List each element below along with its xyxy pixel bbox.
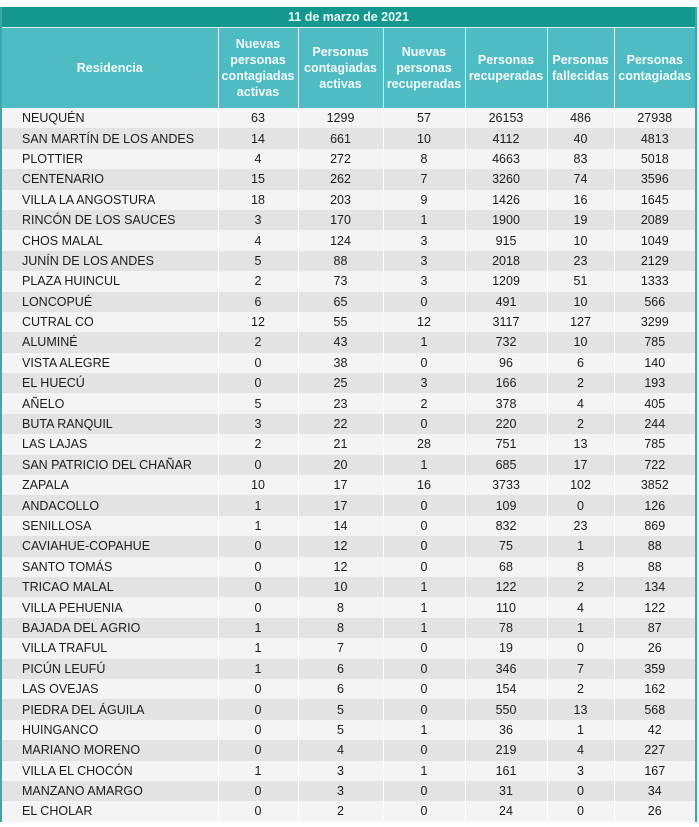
recuperadas-cell: 220: [465, 414, 547, 434]
residencia-cell: BAJADA DEL AGRIO: [2, 618, 218, 638]
contagiadas-activas-cell: 7: [298, 638, 383, 658]
fallecidas-cell: 10: [547, 292, 614, 312]
contagiadas-cell: 34: [614, 781, 695, 801]
fallecidas-cell: 10: [547, 332, 614, 352]
contagiadas-activas-cell: 5: [298, 720, 383, 740]
nuevas-contagiadas-activas-cell: 6: [218, 292, 298, 312]
nuevas-recuperadas-cell: 0: [383, 699, 465, 719]
residencia-cell: PLOTTIER: [2, 149, 218, 169]
contagiadas-cell: 2129: [614, 251, 695, 271]
column-header-contagiadas-activas: Personas contagiadas activas: [298, 28, 383, 109]
contagiadas-cell: 162: [614, 679, 695, 699]
contagiadas-activas-cell: 22: [298, 414, 383, 434]
recuperadas-cell: 78: [465, 618, 547, 638]
table-row: [2, 720, 695, 740]
fallecidas-cell: 40: [547, 128, 614, 148]
table-row: [2, 659, 695, 679]
nuevas-recuperadas-cell: 3: [383, 230, 465, 250]
contagiadas-cell: 405: [614, 393, 695, 413]
contagiadas-activas-cell: 661: [298, 128, 383, 148]
contagiadas-activas-cell: 12: [298, 557, 383, 577]
fallecidas-cell: 1: [547, 536, 614, 556]
contagiadas-cell: 122: [614, 597, 695, 617]
fallecidas-cell: 2: [547, 373, 614, 393]
nuevas-contagiadas-activas-cell: 14: [218, 128, 298, 148]
nuevas-contagiadas-activas-cell: 2: [218, 434, 298, 454]
contagiadas-activas-cell: 6: [298, 679, 383, 699]
fallecidas-cell: 13: [547, 699, 614, 719]
fallecidas-cell: 4: [547, 740, 614, 760]
table-row: [2, 516, 695, 536]
recuperadas-cell: 2018: [465, 251, 547, 271]
nuevas-recuperadas-cell: 3: [383, 251, 465, 271]
contagiadas-cell: 785: [614, 332, 695, 352]
recuperadas-cell: 36: [465, 720, 547, 740]
residencia-cell: SANTO TOMÁS: [2, 557, 218, 577]
fallecidas-cell: 19: [547, 210, 614, 230]
nuevas-contagiadas-activas-cell: 5: [218, 251, 298, 271]
residencia-cell: ANDACOLLO: [2, 495, 218, 515]
table-row: [2, 149, 695, 169]
column-header-fallecidas: Personas fallecidas: [547, 28, 614, 109]
fallecidas-cell: 0: [547, 638, 614, 658]
fallecidas-cell: 0: [547, 801, 614, 821]
residence-stats-table: [2, 27, 695, 822]
table-row: [2, 781, 695, 801]
fallecidas-cell: 4: [547, 597, 614, 617]
nuevas-contagiadas-activas-cell: 0: [218, 557, 298, 577]
fallecidas-cell: 127: [547, 312, 614, 332]
contagiadas-cell: 869: [614, 516, 695, 536]
table-row: [2, 577, 695, 597]
nuevas-contagiadas-activas-cell: 1: [218, 638, 298, 658]
nuevas-recuperadas-cell: 16: [383, 475, 465, 495]
residencia-cell: SENILLOSA: [2, 516, 218, 536]
contagiadas-cell: 1645: [614, 190, 695, 210]
contagiadas-cell: 87: [614, 618, 695, 638]
column-header-nuevas-recuperadas: Nuevas personas recuperadas: [383, 28, 465, 109]
contagiadas-cell: 42: [614, 720, 695, 740]
nuevas-contagiadas-activas-cell: 0: [218, 781, 298, 801]
contagiadas-cell: 3852: [614, 475, 695, 495]
nuevas-recuperadas-cell: 9: [383, 190, 465, 210]
nuevas-recuperadas-cell: 0: [383, 638, 465, 658]
contagiadas-cell: 26: [614, 801, 695, 821]
fallecidas-cell: 6: [547, 353, 614, 373]
table-row: [2, 251, 695, 271]
nuevas-recuperadas-cell: 57: [383, 108, 465, 128]
contagiadas-activas-cell: 5: [298, 699, 383, 719]
contagiadas-activas-cell: 12: [298, 536, 383, 556]
nuevas-recuperadas-cell: 1: [383, 618, 465, 638]
table-row: [2, 292, 695, 312]
contagiadas-cell: 1333: [614, 271, 695, 291]
contagiadas-cell: 722: [614, 455, 695, 475]
table-row: [2, 230, 695, 250]
fallecidas-cell: 3: [547, 761, 614, 781]
fallecidas-cell: 74: [547, 169, 614, 189]
header-row: [2, 28, 695, 109]
fallecidas-cell: 1: [547, 618, 614, 638]
table-row: [2, 190, 695, 210]
residencia-cell: RINCÓN DE LOS SAUCES: [2, 210, 218, 230]
contagiadas-activas-cell: 6: [298, 659, 383, 679]
table-row: [2, 108, 695, 128]
contagiadas-activas-cell: 65: [298, 292, 383, 312]
residencia-cell: VILLA PEHUENIA: [2, 597, 218, 617]
contagiadas-activas-cell: 17: [298, 475, 383, 495]
table-row: [2, 740, 695, 760]
recuperadas-cell: 161: [465, 761, 547, 781]
contagiadas-activas-cell: 262: [298, 169, 383, 189]
nuevas-contagiadas-activas-cell: 3: [218, 210, 298, 230]
table-row: [2, 373, 695, 393]
recuperadas-cell: 1426: [465, 190, 547, 210]
nuevas-contagiadas-activas-cell: 63: [218, 108, 298, 128]
contagiadas-activas-cell: 272: [298, 149, 383, 169]
report-date-title: 11 de marzo de 2021: [2, 7, 695, 27]
table-row: [2, 638, 695, 658]
recuperadas-cell: 378: [465, 393, 547, 413]
table-row: [2, 210, 695, 230]
recuperadas-cell: 3733: [465, 475, 547, 495]
contagiadas-cell: 26: [614, 638, 695, 658]
recuperadas-cell: 26153: [465, 108, 547, 128]
nuevas-contagiadas-activas-cell: 2: [218, 332, 298, 352]
nuevas-recuperadas-cell: 0: [383, 740, 465, 760]
fallecidas-cell: 83: [547, 149, 614, 169]
residencia-cell: PIEDRA DEL ÁGUILA: [2, 699, 218, 719]
nuevas-contagiadas-activas-cell: 15: [218, 169, 298, 189]
recuperadas-cell: 24: [465, 801, 547, 821]
nuevas-contagiadas-activas-cell: 0: [218, 801, 298, 821]
contagiadas-activas-cell: 73: [298, 271, 383, 291]
contagiadas-activas-cell: 4: [298, 740, 383, 760]
contagiadas-activas-cell: 2: [298, 801, 383, 821]
nuevas-contagiadas-activas-cell: 0: [218, 740, 298, 760]
nuevas-recuperadas-cell: 0: [383, 557, 465, 577]
contagiadas-cell: 1049: [614, 230, 695, 250]
nuevas-contagiadas-activas-cell: 3: [218, 414, 298, 434]
table-row: [2, 761, 695, 781]
nuevas-recuperadas-cell: 2: [383, 393, 465, 413]
fallecidas-cell: 4: [547, 393, 614, 413]
contagiadas-activas-cell: 14: [298, 516, 383, 536]
table-row: [2, 597, 695, 617]
residencia-cell: BUTA RANQUIL: [2, 414, 218, 434]
recuperadas-cell: 122: [465, 577, 547, 597]
nuevas-contagiadas-activas-cell: 12: [218, 312, 298, 332]
fallecidas-cell: 486: [547, 108, 614, 128]
residencia-cell: ZAPALA: [2, 475, 218, 495]
nuevas-recuperadas-cell: 1: [383, 455, 465, 475]
nuevas-contagiadas-activas-cell: 0: [218, 373, 298, 393]
nuevas-recuperadas-cell: 0: [383, 353, 465, 373]
residencia-cell: SAN PATRICIO DEL CHAÑAR: [2, 455, 218, 475]
recuperadas-cell: 109: [465, 495, 547, 515]
recuperadas-cell: 166: [465, 373, 547, 393]
contagiadas-activas-cell: 1299: [298, 108, 383, 128]
contagiadas-activas-cell: 203: [298, 190, 383, 210]
nuevas-contagiadas-activas-cell: 0: [218, 699, 298, 719]
residencia-cell: AÑELO: [2, 393, 218, 413]
contagiadas-activas-cell: 20: [298, 455, 383, 475]
residencia-cell: NEUQUÉN: [2, 108, 218, 128]
contagiadas-cell: 88: [614, 557, 695, 577]
residencia-cell: MANZANO AMARGO: [2, 781, 218, 801]
table-row: [2, 393, 695, 413]
fallecidas-cell: 13: [547, 434, 614, 454]
table-body: [2, 108, 695, 822]
nuevas-recuperadas-cell: 0: [383, 781, 465, 801]
contagiadas-activas-cell: 88: [298, 251, 383, 271]
nuevas-contagiadas-activas-cell: 18: [218, 190, 298, 210]
nuevas-contagiadas-activas-cell: 1: [218, 618, 298, 638]
nuevas-recuperadas-cell: 0: [383, 414, 465, 434]
recuperadas-cell: 19: [465, 638, 547, 658]
recuperadas-cell: 4663: [465, 149, 547, 169]
residencia-cell: EL HUECÚ: [2, 373, 218, 393]
recuperadas-cell: 491: [465, 292, 547, 312]
contagiadas-cell: 140: [614, 353, 695, 373]
nuevas-recuperadas-cell: 7: [383, 169, 465, 189]
table-row: [2, 312, 695, 332]
nuevas-recuperadas-cell: 1: [383, 577, 465, 597]
fallecidas-cell: 10: [547, 230, 614, 250]
column-header-contagiadas: Personas contagiadas: [614, 28, 695, 109]
residencia-cell: CHOS MALAL: [2, 230, 218, 250]
nuevas-contagiadas-activas-cell: 0: [218, 536, 298, 556]
recuperadas-cell: 832: [465, 516, 547, 536]
residencia-cell: CAVIAHUE-COPAHUE: [2, 536, 218, 556]
table-row: [2, 495, 695, 515]
fallecidas-cell: 7: [547, 659, 614, 679]
nuevas-recuperadas-cell: 0: [383, 495, 465, 515]
recuperadas-cell: 550: [465, 699, 547, 719]
nuevas-recuperadas-cell: 0: [383, 679, 465, 699]
nuevas-contagiadas-activas-cell: 2: [218, 271, 298, 291]
nuevas-contagiadas-activas-cell: 1: [218, 516, 298, 536]
recuperadas-cell: 75: [465, 536, 547, 556]
nuevas-recuperadas-cell: 28: [383, 434, 465, 454]
fallecidas-cell: 0: [547, 495, 614, 515]
residencia-cell: VILLA TRAFUL: [2, 638, 218, 658]
recuperadas-cell: 96: [465, 353, 547, 373]
column-header-recuperadas: Personas recuperadas: [465, 28, 547, 109]
contagiadas-activas-cell: 21: [298, 434, 383, 454]
contagiadas-activas-cell: 8: [298, 597, 383, 617]
contagiadas-activas-cell: 124: [298, 230, 383, 250]
fallecidas-cell: 0: [547, 781, 614, 801]
fallecidas-cell: 8: [547, 557, 614, 577]
nuevas-contagiadas-activas-cell: 0: [218, 679, 298, 699]
contagiadas-cell: 5018: [614, 149, 695, 169]
contagiadas-cell: 244: [614, 414, 695, 434]
fallecidas-cell: 2: [547, 577, 614, 597]
nuevas-contagiadas-activas-cell: 0: [218, 353, 298, 373]
fallecidas-cell: 51: [547, 271, 614, 291]
contagiadas-activas-cell: 8: [298, 618, 383, 638]
residencia-cell: LAS LAJAS: [2, 434, 218, 454]
residencia-cell: CENTENARIO: [2, 169, 218, 189]
fallecidas-cell: 23: [547, 516, 614, 536]
table-row: [2, 271, 695, 291]
contagiadas-cell: 568: [614, 699, 695, 719]
nuevas-recuperadas-cell: 12: [383, 312, 465, 332]
nuevas-recuperadas-cell: 8: [383, 149, 465, 169]
contagiadas-cell: 126: [614, 495, 695, 515]
recuperadas-cell: 685: [465, 455, 547, 475]
nuevas-recuperadas-cell: 3: [383, 271, 465, 291]
recuperadas-cell: 219: [465, 740, 547, 760]
fallecidas-cell: 2: [547, 679, 614, 699]
nuevas-recuperadas-cell: 3: [383, 373, 465, 393]
nuevas-contagiadas-activas-cell: 1: [218, 761, 298, 781]
recuperadas-cell: 3117: [465, 312, 547, 332]
recuperadas-cell: 68: [465, 557, 547, 577]
table-row: [2, 455, 695, 475]
contagiadas-cell: 3299: [614, 312, 695, 332]
recuperadas-cell: 4112: [465, 128, 547, 148]
residencia-cell: ALUMINÉ: [2, 332, 218, 352]
nuevas-recuperadas-cell: 0: [383, 801, 465, 821]
column-header-residencia: Residencia: [2, 28, 218, 109]
contagiadas-cell: 134: [614, 577, 695, 597]
nuevas-recuperadas-cell: 1: [383, 597, 465, 617]
recuperadas-cell: 3260: [465, 169, 547, 189]
recuperadas-cell: 346: [465, 659, 547, 679]
nuevas-contagiadas-activas-cell: 0: [218, 720, 298, 740]
fallecidas-cell: 16: [547, 190, 614, 210]
contagiadas-activas-cell: 23: [298, 393, 383, 413]
nuevas-recuperadas-cell: 1: [383, 210, 465, 230]
contagiadas-activas-cell: 43: [298, 332, 383, 352]
residencia-cell: VILLA EL CHOCÓN: [2, 761, 218, 781]
fallecidas-cell: 1: [547, 720, 614, 740]
recuperadas-cell: 1209: [465, 271, 547, 291]
nuevas-recuperadas-cell: 0: [383, 659, 465, 679]
table-row: [2, 414, 695, 434]
residencia-cell: SAN MARTÍN DE LOS ANDES: [2, 128, 218, 148]
contagiadas-activas-cell: 10: [298, 577, 383, 597]
table-row: [2, 618, 695, 638]
nuevas-contagiadas-activas-cell: 1: [218, 495, 298, 515]
nuevas-contagiadas-activas-cell: 4: [218, 149, 298, 169]
recuperadas-cell: 1900: [465, 210, 547, 230]
residencia-cell: LAS OVEJAS: [2, 679, 218, 699]
residencia-cell: EL CHOLAR: [2, 801, 218, 821]
contagiadas-cell: 227: [614, 740, 695, 760]
nuevas-recuperadas-cell: 0: [383, 292, 465, 312]
recuperadas-cell: 915: [465, 230, 547, 250]
contagiadas-activas-cell: 17: [298, 495, 383, 515]
fallecidas-cell: 2: [547, 414, 614, 434]
fallecidas-cell: 102: [547, 475, 614, 495]
nuevas-recuperadas-cell: 10: [383, 128, 465, 148]
contagiadas-cell: 359: [614, 659, 695, 679]
table-row: [2, 699, 695, 719]
fallecidas-cell: 17: [547, 455, 614, 475]
nuevas-contagiadas-activas-cell: 1: [218, 659, 298, 679]
nuevas-contagiadas-activas-cell: 5: [218, 393, 298, 413]
residencia-cell: CUTRAL CO: [2, 312, 218, 332]
contagiadas-cell: 2089: [614, 210, 695, 230]
table-row: [2, 434, 695, 454]
nuevas-contagiadas-activas-cell: 4: [218, 230, 298, 250]
recuperadas-cell: 154: [465, 679, 547, 699]
recuperadas-cell: 31: [465, 781, 547, 801]
column-header-nuevas-contagiadas-activas: Nuevas personas contagiadas activas: [218, 28, 298, 109]
nuevas-recuperadas-cell: 0: [383, 536, 465, 556]
recuperadas-cell: 732: [465, 332, 547, 352]
contagiadas-cell: 566: [614, 292, 695, 312]
contagiadas-cell: 785: [614, 434, 695, 454]
recuperadas-cell: 110: [465, 597, 547, 617]
recuperadas-cell: 751: [465, 434, 547, 454]
contagiadas-cell: 27938: [614, 108, 695, 128]
contagiadas-activas-cell: 3: [298, 781, 383, 801]
residencia-cell: PLAZA HUINCUL: [2, 271, 218, 291]
covid-report-table-container: [0, 7, 697, 822]
nuevas-contagiadas-activas-cell: 0: [218, 455, 298, 475]
table-row: [2, 536, 695, 556]
contagiadas-cell: 193: [614, 373, 695, 393]
nuevas-recuperadas-cell: 1: [383, 761, 465, 781]
residencia-cell: PICÚN LEUFÚ: [2, 659, 218, 679]
residencia-cell: MARIANO MORENO: [2, 740, 218, 760]
fallecidas-cell: 23: [547, 251, 614, 271]
contagiadas-cell: 3596: [614, 169, 695, 189]
residencia-cell: TRICAO MALAL: [2, 577, 218, 597]
residencia-cell: VISTA ALEGRE: [2, 353, 218, 373]
residencia-cell: LONCOPUÉ: [2, 292, 218, 312]
contagiadas-cell: 4813: [614, 128, 695, 148]
nuevas-recuperadas-cell: 0: [383, 516, 465, 536]
table-row: [2, 557, 695, 577]
table-row: [2, 332, 695, 352]
table-row: [2, 128, 695, 148]
nuevas-contagiadas-activas-cell: 10: [218, 475, 298, 495]
nuevas-recuperadas-cell: 1: [383, 332, 465, 352]
contagiadas-activas-cell: 3: [298, 761, 383, 781]
table-row: [2, 475, 695, 495]
contagiadas-activas-cell: 38: [298, 353, 383, 373]
table-row: [2, 169, 695, 189]
residencia-cell: JUNÍN DE LOS ANDES: [2, 251, 218, 271]
contagiadas-cell: 88: [614, 536, 695, 556]
table-row: [2, 353, 695, 373]
nuevas-contagiadas-activas-cell: 0: [218, 577, 298, 597]
table-row: [2, 679, 695, 699]
nuevas-recuperadas-cell: 1: [383, 720, 465, 740]
contagiadas-activas-cell: 55: [298, 312, 383, 332]
residencia-cell: VILLA LA ANGOSTURA: [2, 190, 218, 210]
nuevas-contagiadas-activas-cell: 0: [218, 597, 298, 617]
contagiadas-activas-cell: 25: [298, 373, 383, 393]
contagiadas-activas-cell: 170: [298, 210, 383, 230]
residencia-cell: HUINGANCO: [2, 720, 218, 740]
table-row: [2, 801, 695, 821]
contagiadas-cell: 167: [614, 761, 695, 781]
